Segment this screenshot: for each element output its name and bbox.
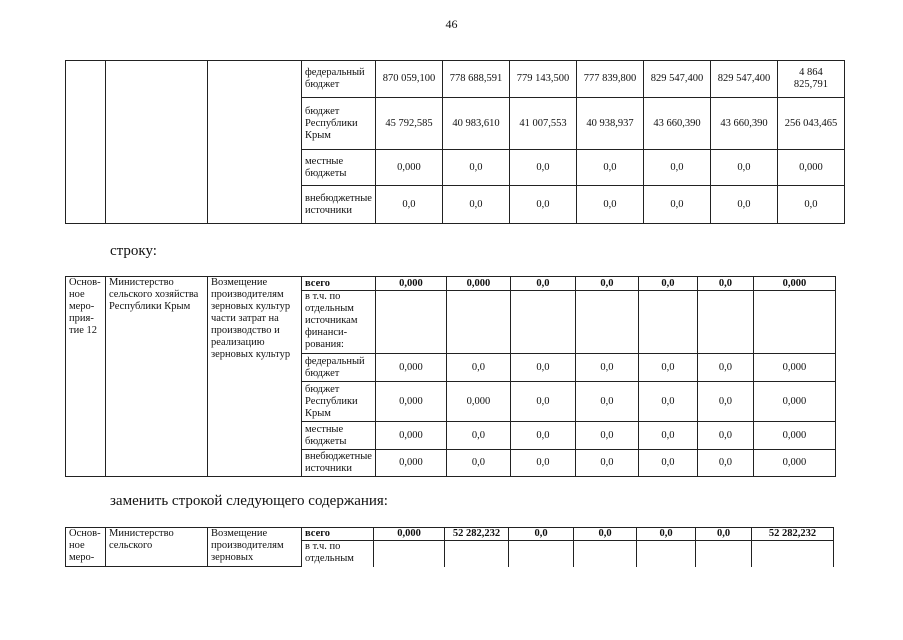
value-cell: 0,0 bbox=[509, 150, 576, 186]
budget-table-new-row bbox=[65, 527, 834, 567]
value-cell bbox=[574, 541, 637, 567]
budget-table-continued bbox=[65, 60, 845, 224]
value-cell: 0,0 bbox=[638, 277, 697, 291]
value-cell: 0,0 bbox=[575, 382, 638, 422]
value-cell: 0,0 bbox=[510, 450, 575, 477]
value-cell: 0,0 bbox=[510, 277, 575, 291]
source-cell: федеральный бюджет bbox=[302, 354, 376, 382]
value-cell: 0,0 bbox=[575, 450, 638, 477]
value-cell bbox=[375, 291, 446, 354]
value-cell: 0,000 bbox=[446, 277, 510, 291]
heading-row: строку: bbox=[110, 243, 157, 259]
value-cell: 40 983,610 bbox=[442, 98, 509, 150]
value-cell: 43 660,390 bbox=[643, 98, 710, 150]
value-cell bbox=[637, 541, 696, 567]
value-cell: 0,000 bbox=[753, 382, 835, 422]
value-cell: 0,000 bbox=[777, 150, 844, 186]
empty-cell bbox=[208, 61, 302, 224]
value-cell: 52 282,232 bbox=[752, 528, 834, 541]
value-cell bbox=[638, 291, 697, 354]
value-cell: 0,0 bbox=[575, 422, 638, 450]
value-cell: 0,0 bbox=[643, 186, 710, 224]
value-cell: 779 143,500 bbox=[509, 61, 576, 98]
value-cell: 0,0 bbox=[442, 150, 509, 186]
value-cell bbox=[445, 541, 509, 567]
value-cell: 43 660,390 bbox=[710, 98, 777, 150]
value-cell: 0,0 bbox=[638, 354, 697, 382]
value-cell: 41 007,553 bbox=[509, 98, 576, 150]
value-cell: 256 043,465 bbox=[777, 98, 844, 150]
value-cell: 778 688,591 bbox=[442, 61, 509, 98]
value-cell: 0,000 bbox=[375, 382, 446, 422]
value-cell bbox=[446, 291, 510, 354]
value-cell: 0,000 bbox=[375, 354, 446, 382]
value-cell: 0,0 bbox=[696, 528, 752, 541]
value-cell: 0,0 bbox=[510, 354, 575, 382]
value-cell: 0,0 bbox=[576, 150, 643, 186]
source-cell: всего bbox=[302, 277, 376, 291]
value-cell: 0,0 bbox=[637, 528, 696, 541]
value-cell: 0,0 bbox=[710, 150, 777, 186]
value-cell: 0,0 bbox=[575, 277, 638, 291]
value-cell: 0,0 bbox=[510, 382, 575, 422]
value-cell: 870 059,100 bbox=[375, 61, 442, 98]
value-cell: 0,0 bbox=[375, 186, 442, 224]
value-cell: 0,0 bbox=[510, 422, 575, 450]
empty-cell bbox=[106, 61, 208, 224]
measure-cell: Основ-ное меро-прия-тие 12 bbox=[66, 277, 106, 477]
source-cell: всего bbox=[302, 528, 374, 541]
heading-replace: заменить строкой следующего содержания: bbox=[110, 493, 388, 509]
value-cell: 829 547,400 bbox=[643, 61, 710, 98]
value-cell: 4 864 825,791 bbox=[777, 61, 844, 98]
value-cell bbox=[510, 291, 575, 354]
table-row bbox=[66, 528, 834, 541]
value-cell: 0,0 bbox=[697, 354, 753, 382]
value-cell: 0,0 bbox=[638, 382, 697, 422]
value-cell bbox=[509, 541, 574, 567]
value-cell: 0,0 bbox=[446, 422, 510, 450]
description-cell: Возмещение производителям зерновых bbox=[208, 528, 302, 567]
value-cell: 0,0 bbox=[446, 450, 510, 477]
ministry-cell: Министерство сельского хозяйства Республики Крым bbox=[106, 277, 208, 477]
value-cell: 0,0 bbox=[574, 528, 637, 541]
value-cell: 0,0 bbox=[697, 277, 753, 291]
value-cell: 0,0 bbox=[442, 186, 509, 224]
empty-cell bbox=[66, 61, 106, 224]
value-cell: 0,000 bbox=[753, 450, 835, 477]
value-cell: 0,0 bbox=[710, 186, 777, 224]
source-cell: местные бюджеты bbox=[302, 422, 376, 450]
source-cell: местные бюджеты bbox=[302, 150, 376, 186]
value-cell: 0,000 bbox=[375, 450, 446, 477]
value-cell bbox=[697, 291, 753, 354]
source-cell: внебюджетные источники bbox=[302, 450, 376, 477]
source-cell: в т.ч. по отдельным bbox=[302, 541, 374, 567]
value-cell: 40 938,937 bbox=[576, 98, 643, 150]
value-cell bbox=[374, 541, 445, 567]
source-cell: бюджет Республики Крым bbox=[302, 98, 376, 150]
budget-table-old-row bbox=[65, 276, 836, 477]
value-cell: 0,0 bbox=[575, 354, 638, 382]
value-cell: 0,0 bbox=[638, 450, 697, 477]
value-cell: 0,0 bbox=[643, 150, 710, 186]
value-cell: 0,0 bbox=[509, 528, 574, 541]
value-cell: 45 792,585 bbox=[375, 98, 442, 150]
value-cell bbox=[575, 291, 638, 354]
table-row bbox=[66, 61, 845, 98]
value-cell: 0,0 bbox=[777, 186, 844, 224]
source-cell: бюджет Республики Крым bbox=[302, 382, 376, 422]
value-cell: 0,0 bbox=[697, 422, 753, 450]
source-cell: внебюджетные источники bbox=[302, 186, 376, 224]
value-cell: 0,0 bbox=[576, 186, 643, 224]
value-cell: 0,000 bbox=[753, 354, 835, 382]
value-cell: 0,000 bbox=[446, 382, 510, 422]
source-cell: в т.ч. по отдельным источникам финанси-рования: bbox=[302, 291, 376, 354]
value-cell: 0,0 bbox=[697, 450, 753, 477]
value-cell: 0,000 bbox=[375, 277, 446, 291]
value-cell: 0,0 bbox=[638, 422, 697, 450]
value-cell: 829 547,400 bbox=[710, 61, 777, 98]
measure-cell: Основ-ное меро- bbox=[66, 528, 106, 567]
value-cell: 0,0 bbox=[446, 354, 510, 382]
description-cell: Возмещение производителям зерновых культур части затрат на производство и реализацию зерновых культур bbox=[208, 277, 302, 477]
value-cell: 0,0 bbox=[509, 186, 576, 224]
value-cell: 0,000 bbox=[375, 150, 442, 186]
value-cell: 0,000 bbox=[753, 277, 835, 291]
value-cell: 0,000 bbox=[375, 422, 446, 450]
value-cell: 777 839,800 bbox=[576, 61, 643, 98]
table-row bbox=[66, 277, 836, 291]
source-cell: федеральный бюджет bbox=[302, 61, 376, 98]
ministry-cell: Министерство сельского bbox=[106, 528, 208, 567]
value-cell bbox=[753, 291, 835, 354]
value-cell: 52 282,232 bbox=[445, 528, 509, 541]
value-cell: 0,000 bbox=[374, 528, 445, 541]
value-cell: 0,0 bbox=[697, 382, 753, 422]
page-number: 46 bbox=[445, 17, 458, 31]
value-cell bbox=[752, 541, 834, 567]
value-cell bbox=[696, 541, 752, 567]
value-cell: 0,000 bbox=[753, 422, 835, 450]
